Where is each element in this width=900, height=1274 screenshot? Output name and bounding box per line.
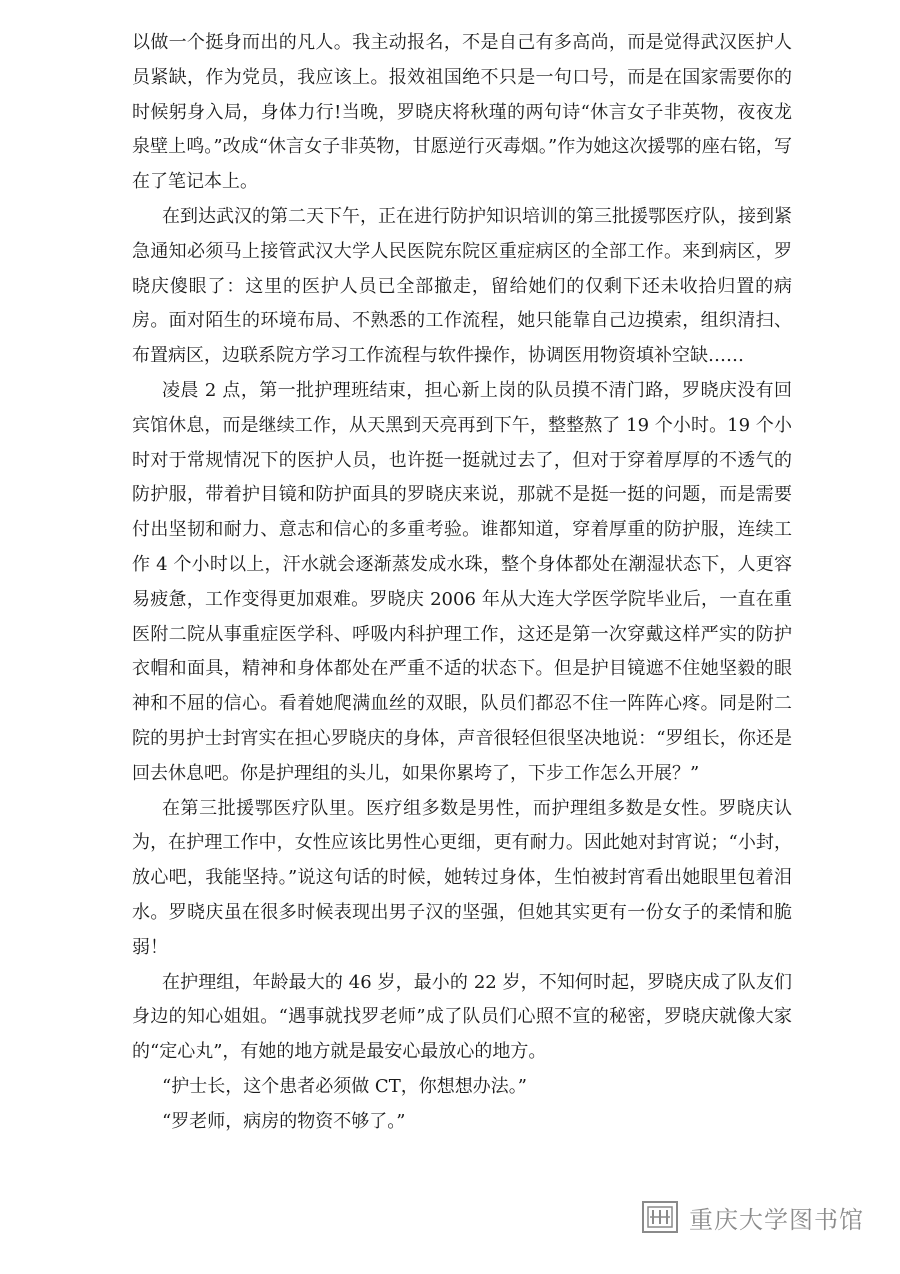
paragraph: 凌晨 2 点，第一批护理班结束，担心新上岗的队员摸不清门路，罗晓庆没有回宾馆休息，而是继续工作，从天黑到天亮再到下午，整整熬了 19 个小时。19 个小时对于常规情况下的医护人员，也许挺一挺就过去了，但对于穿着厚厚的不透气的防护服，带着护目镜和防护面具的罗晓庆来说，那就不是挺一挺的问题，而是需要付出坚韧和耐力、意志和信心的多重考验。谁都知道，穿着厚重的防护服，连续工作 4 个小时以上，汗水就会逐渐蒸发成水珠，整个身体都处在潮湿状态下，人更容易疲惫，工作变得更加艰难。罗晓庆 2006 年从大连大学医学院毕业后，一直在重医附二院从事重症医学科、呼吸内科护理工作，这还是第一次穿戴这样严实的防护衣帽和面具，精神和身体都处在严重不适的状态下。但是护目镜遮不住她坚毅的眼神和不屈的信心。看着她爬满血丝的双眼，队员们都忍不住一阵阵心疼。同是附二院的男护士封宵实在担心罗晓庆的身体，声音很轻但很坚决地说：“罗组长，你还是回去休息吧。你是护理组的头儿，如果你累垮了，下步工作怎么开展？”: [132, 379, 792, 784]
paragraph: 以做一个挺身而出的凡人。我主动报名，不是自己有多高尚，而是觉得武汉医护人员紧缺，作为党员，我应该上。报效祖国绝不只是一句口号，而是在国家需要你的时候躬身入局，身体力行!当晚，罗晓庆将秋瑾的两句诗“休言女子非英物，夜夜龙泉壁上鸣。”改成“休言女子非英物，甘愿逆行灭毒烟。”作为她这次援鄂的座右铭，写在了笔记本上。: [132, 32, 792, 193]
paragraph: “护士长，这个患者必须做 CT，你想想办法。”: [162, 1075, 527, 1097]
document-body: [132, 26, 792, 1140]
library-watermark: [641, 1198, 864, 1236]
paragraph: “罗老师，病房的物资不够了。”: [162, 1110, 406, 1132]
watermark-text: 重庆大学图书馆: [689, 1205, 864, 1234]
paragraph: 在第三批援鄂医疗队里。医疗组多数是男性，而护理组多数是女性。罗晓庆认为，在护理工作中，女性应该比男性心更细，更有耐力。因此她对封宵说；“小封，放心吧，我能坚持。”说这句话的时候，她转过身体，生怕被封宵看出她眼里包着泪水。罗晓庆虽在很多时候表现出男子汉的坚强，但她其实更有一份女子的柔情和脆弱！: [132, 797, 792, 958]
paragraph: 在到达武汉的第二天下午，正在进行防护知识培训的第三批援鄂医疗队，接到紧急通知必须马上接管武汉大学人民医院东院区重症病区的全部工作。来到病区，罗晓庆傻眼了：这里的医护人员已全部撤走，留给她们的仅剩下还未收拾归置的病房。面对陌生的环境布局、不熟悉的工作流程，她只能靠自己边摸索，组织清扫、布置病区，边联系院方学习工作流程与软件操作，协调医用物资填补空缺……: [132, 205, 792, 367]
paragraph: 在护理组，年龄最大的 46 岁，最小的 22 岁，不知何时起，罗晓庆成了队友们身边的知心姐姐。“遇事就找罗老师”成了队员们心照不宣的秘密，罗晓庆就像大家的“定心丸”，有她的地方就是最安心最放心的地方。: [132, 971, 792, 1063]
library-seal-icon: [641, 1198, 679, 1236]
